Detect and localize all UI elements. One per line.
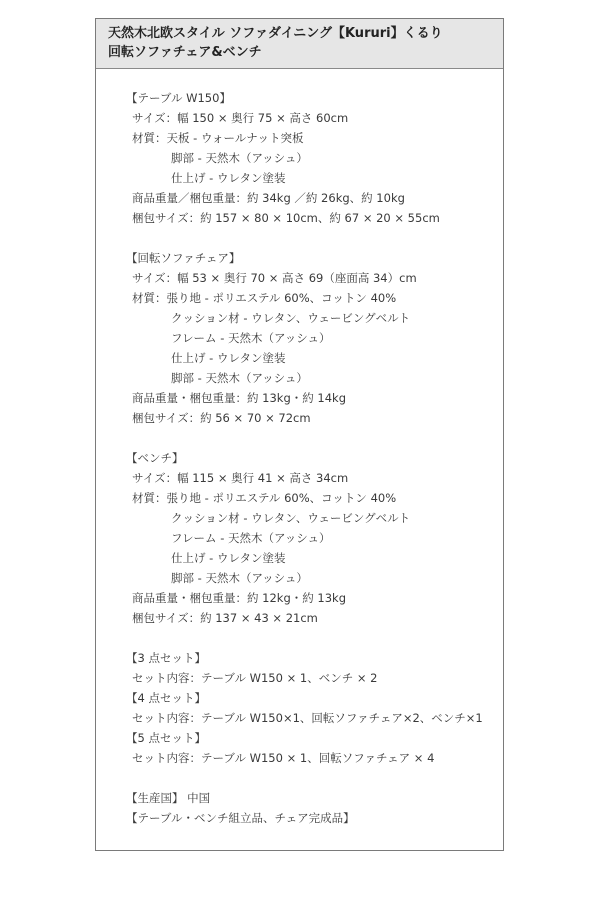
table-material-legs: 脚部 - 天然木（アッシュ） [171, 151, 308, 165]
bench-material-finish: 仕上げ - ウレタン塗装 [171, 551, 286, 565]
set4-heading: 【4 点セット】 [126, 691, 206, 705]
set5-contents: セット内容：テーブル W150 × 1、回転ソファチェア × 4 [132, 751, 435, 765]
chair-material-frame: フレーム - 天然木（アッシュ） [171, 331, 331, 345]
chair-heading: 【回転ソファチェア】 [126, 251, 241, 265]
spacer [126, 428, 483, 448]
bench-material: 材質：張り地 - ポリエステル 60%、コットン 40% [132, 491, 397, 505]
bench-material-legs: 脚部 - 天然木（アッシュ） [171, 571, 308, 585]
spec-header [96, 19, 503, 69]
product-title-line2: 回転ソファチェア&ベンチ [108, 45, 262, 60]
table-material-finish: 仕上げ - ウレタン塗装 [171, 171, 286, 185]
spec-content [126, 88, 483, 828]
table-package: 梱包サイズ：約 157 × 80 × 10cm、約 67 × 20 × 55cm [132, 211, 440, 225]
set3-heading: 【3 点セット】 [126, 651, 206, 665]
origin-country: 【生産国】 中国 [126, 791, 211, 805]
chair-weight: 商品重量・梱包重量：約 13kg・約 14kg [132, 391, 346, 405]
table-material: 材質：天板 - ウォールナット突板 [132, 131, 304, 145]
spacer [126, 628, 483, 648]
bench-material-frame: フレーム - 天然木（アッシュ） [171, 531, 331, 545]
set3-contents: セット内容：テーブル W150 × 1、ベンチ × 2 [132, 671, 378, 685]
bench-size: サイズ：幅 115 × 奥行 41 × 高さ 34cm [132, 471, 349, 485]
chair-package: 梱包サイズ：約 56 × 70 × 72cm [132, 411, 311, 425]
spacer [126, 768, 483, 788]
set5-heading: 【5 点セット】 [126, 731, 206, 745]
bench-weight: 商品重量・梱包重量：約 12kg・約 13kg [132, 591, 346, 605]
chair-material-cushion: クッション材 - ウレタン、ウェービングベルト [171, 311, 411, 325]
chair-material: 材質：張り地 - ポリエステル 60%、コットン 40% [132, 291, 397, 305]
chair-material-finish: 仕上げ - ウレタン塗装 [171, 351, 286, 365]
chair-size: サイズ：幅 53 × 奥行 70 × 高さ 69（座面高 34）cm [132, 271, 417, 285]
table-size: サイズ：幅 150 × 奥行 75 × 高さ 60cm [132, 111, 349, 125]
spec-panel [95, 18, 504, 851]
chair-material-legs: 脚部 - 天然木（アッシュ） [171, 371, 308, 385]
bench-package: 梱包サイズ：約 137 × 43 × 21cm [132, 611, 318, 625]
table-weight: 商品重量／梱包重量：約 34kg ／約 26kg、約 10kg [132, 191, 405, 205]
assembly-note: 【テーブル・ベンチ組立品、チェア完成品】 [126, 811, 355, 825]
spacer [126, 228, 483, 248]
product-title-line1: 天然木北欧スタイル ソファダイニング【Kururi】くるり [108, 26, 443, 41]
bench-material-cushion: クッション材 - ウレタン、ウェービングベルト [171, 511, 411, 525]
table-heading: 【テーブル W150】 [126, 91, 231, 105]
set4-contents: セット内容：テーブル W150×1、回転ソファチェア×2、ベンチ×1 [132, 711, 483, 725]
bench-heading: 【ベンチ】 [126, 451, 184, 465]
